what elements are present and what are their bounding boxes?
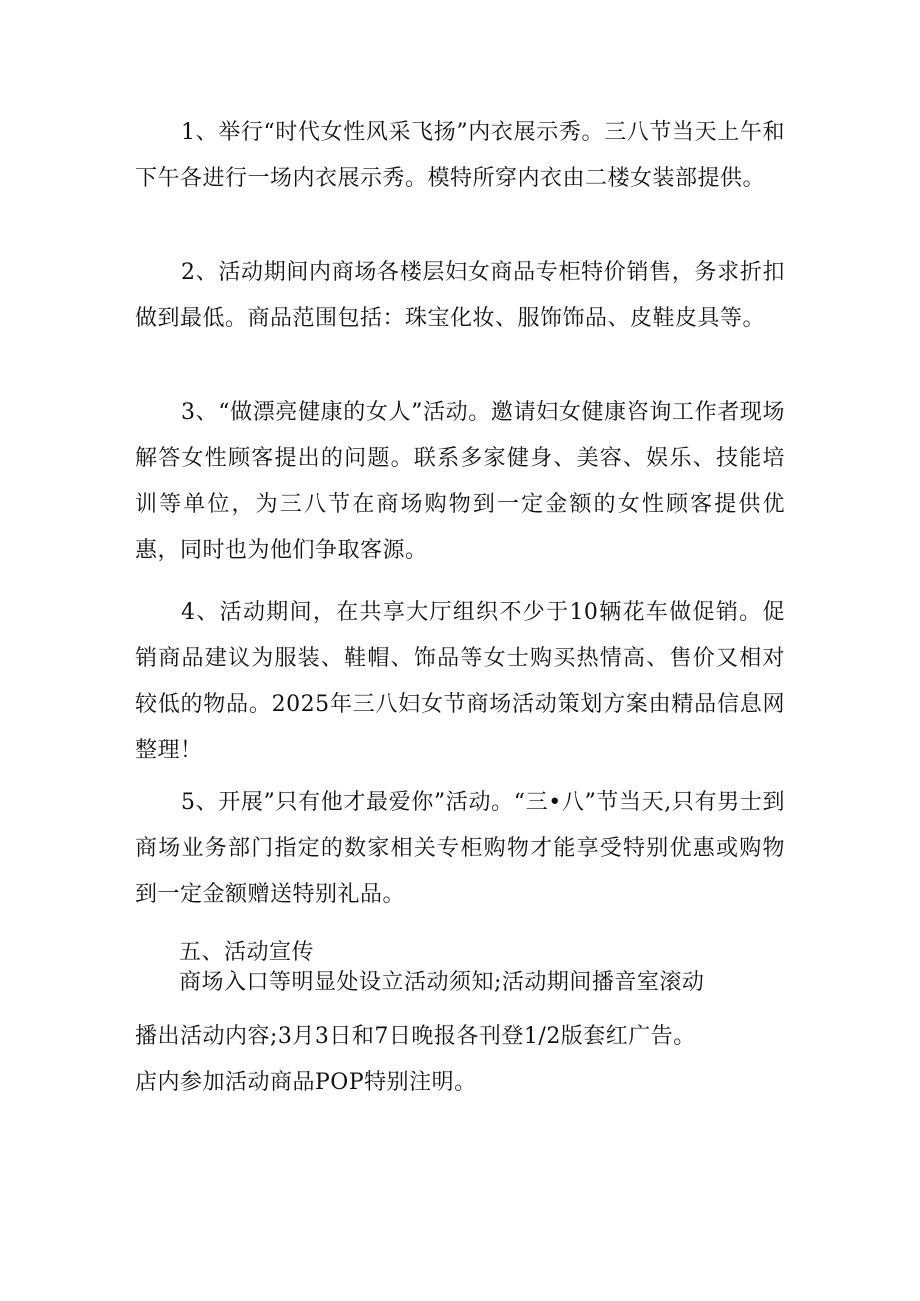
promo-line: 播出活动内容;3月3日和7日晚报各刊登1/2版套红广告。 [135, 1024, 696, 1049]
paragraph-lingerie-show: 1、举行“时代女性风采飞扬”内衣展示秀。三八节当天上午和下午各进行一场内衣展示秀。模特所穿内衣由二楼女装部提供。 [135, 120, 785, 191]
paragraph-health-activity: 3、“做漂亮健康的女人”活动。邀请妇女健康咨询工作者现场解答女性顾客提出的问题。联系多家健身、美容、娱乐、技能培训等单位，为三八节在商场购物到一定金额的女性顾客提供优惠，同时也为他们争取客源。 [135, 400, 785, 563]
paragraph-men-activity: 5、开展”只有他才最爱你”活动。“三•八”节当天,只有男士到商场业务部门指定的数家相关专柜购物才能享受特别优惠或购物到一定金额赠送特别礼品。 [135, 790, 785, 907]
paragraph-discount-sale: 2、活动期间内商场各楼层妇女商品专柜特价销售，务求折扣做到最低。商品范围包括：珠宝化妆、服饰饰品、皮鞋皮具等。 [135, 260, 785, 331]
section-heading-promotion: 五、活动宣传 [179, 940, 315, 965]
promo-line: 店内参加活动商品POP特别注明。 [135, 1070, 477, 1095]
paragraph-float-promotion: 4、活动期间，在共享大厅组织不少于10辆花车做促销。促销商品建议为服装、鞋帽、饰品等女士购买热情高、售价又相对较低的物品。2025年三八妇女节商场活动策划方案由精品信息网整理！ [135, 600, 785, 763]
promo-line: 商场入口等明显处设立活动须知;活动期间播音室滚动 [179, 970, 705, 995]
